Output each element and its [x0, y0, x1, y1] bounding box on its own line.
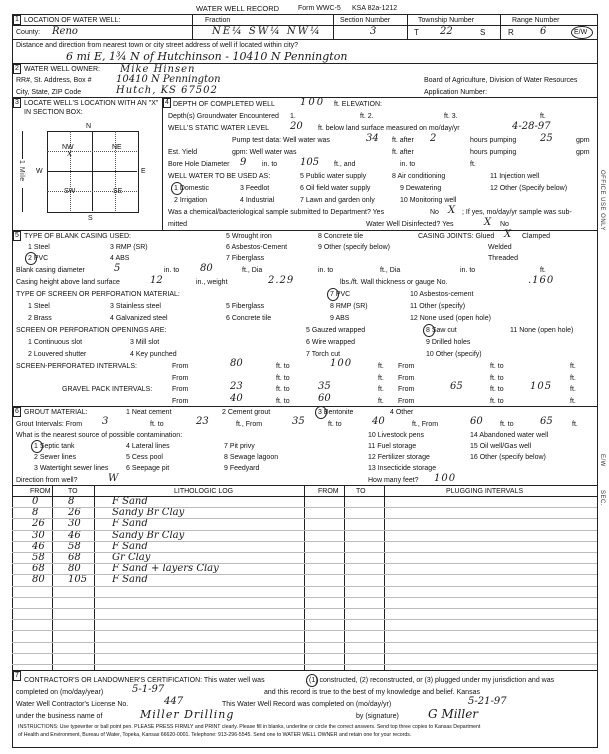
- log-row-from[interactable]: 46: [32, 540, 45, 552]
- open-3: 3 Mill slot: [130, 339, 160, 346]
- form-frame: [12, 14, 598, 748]
- application-label: Application Number:: [424, 89, 488, 96]
- range-label: Range Number: [512, 17, 560, 24]
- yield-hours-label: hours pumping: [470, 149, 517, 156]
- section-5-number: 5: [15, 232, 19, 239]
- fraction-label: Fraction: [205, 17, 231, 24]
- chem-no: No: [430, 209, 439, 216]
- section-label: Section Number: [340, 17, 391, 24]
- grout-intervals-label: Grout Intervals: From: [16, 421, 83, 428]
- contam-16: 16 Other (specify below): [470, 454, 546, 461]
- gw-ft: ft.: [540, 113, 546, 120]
- section-6-number: 6: [15, 408, 19, 415]
- pump-water-value[interactable]: 34: [366, 133, 379, 144]
- log-rule: [12, 552, 597, 553]
- bore-ft-and: ft., and: [334, 161, 356, 168]
- bore-in-to: in. to: [262, 161, 278, 168]
- plug-header: PLUGGING INTERVALS: [446, 488, 524, 495]
- casing-9: 9 Other (specify below): [318, 244, 390, 251]
- section-7-number: 7: [15, 672, 19, 679]
- quad-sw: SW: [64, 188, 76, 195]
- pump-gpm-unit: gpm: [576, 137, 590, 144]
- log-row-from[interactable]: 26: [32, 518, 45, 530]
- sec-side-label: SEC.: [599, 490, 605, 507]
- si-to-1-value[interactable]: 100: [330, 358, 353, 369]
- direction-label: Direction from well?: [16, 477, 78, 484]
- chem-question: Was a chemical/bacteriological sample submitted to Department? Yes: [168, 209, 385, 216]
- height-in-weight: in., weight: [196, 279, 228, 286]
- casing-joints: CASING JOINTS: Glued: [418, 233, 495, 240]
- si-to-2b: ft. to: [490, 375, 504, 382]
- log-row-to[interactable]: 68: [68, 552, 81, 563]
- screen-2: 2 Brass: [28, 315, 52, 322]
- rr-label: RR#, St. Address, Box #: [16, 77, 92, 84]
- bore-label: Bore Hole Diameter: [168, 161, 230, 168]
- completed-date[interactable]: 5-1-97: [132, 684, 165, 695]
- screen-12: 12 None used (open hole): [410, 315, 491, 322]
- log-row-to[interactable]: 105: [68, 574, 88, 586]
- diam-in-to3: in. to: [460, 267, 476, 274]
- log-to2-header: TO: [356, 488, 366, 495]
- business-name[interactable]: Miller Drilling: [140, 708, 235, 721]
- gp-from-2b: From: [398, 398, 415, 405]
- open-9: 9 Drilled holes: [426, 339, 471, 346]
- open-6: 6 Wire wrapped: [306, 339, 356, 346]
- grout-1: 1 Neat cement: [126, 409, 172, 416]
- mile-label: 1 Mile: [18, 160, 25, 182]
- gp-from-1b: From: [398, 386, 415, 393]
- casing-4: 4 ABS: [110, 255, 130, 262]
- diam-ft-dia: ft., Dia: [242, 267, 263, 274]
- log-row-description[interactable]: F Sand: [112, 496, 148, 507]
- use-8: 8 Air conditioning: [392, 173, 446, 180]
- si-from-2: From: [172, 375, 189, 382]
- log-from-header: FROM: [30, 488, 51, 495]
- form-title: WATER WELL RECORD: [196, 4, 280, 13]
- open-10: 10 Other (specify): [426, 351, 482, 358]
- casing-pvc-circle: [25, 252, 37, 265]
- log-row-from[interactable]: 68: [32, 563, 45, 575]
- record-date[interactable]: 5-21-97: [468, 696, 507, 707]
- casing-6: 6 Asbestos-Cement: [226, 244, 288, 251]
- grout-label: GROUT MATERIAL:: [24, 409, 88, 416]
- diam-to-value[interactable]: 80: [200, 263, 213, 274]
- depth-label: DEPTH OF COMPLETED WELL: [173, 101, 275, 108]
- static-label: WELL'S STATIC WATER LEVEL: [168, 125, 270, 132]
- log-rule: [12, 586, 597, 587]
- si-ft-2b: ft.: [570, 375, 576, 382]
- bore-in-to2: in. to: [400, 161, 416, 168]
- contam-13: 13 Insecticide storage: [368, 465, 437, 472]
- gp-to-2b: ft. to: [490, 398, 504, 405]
- si-to-2: ft. to: [276, 375, 290, 382]
- section-3-number: 3: [15, 99, 19, 106]
- section-grid[interactable]: [47, 131, 139, 213]
- log-row-description[interactable]: Sandy Br Clay: [112, 507, 185, 519]
- casing-7: 7 Fiberglass: [226, 255, 265, 262]
- grout-3-bentonite[interactable]: 3 Bentonite: [318, 409, 354, 416]
- use-5: 5 Public water supply: [300, 173, 367, 180]
- owner-label: WATER WELL OWNER:: [24, 66, 100, 73]
- weight-unit: lbs./ft. Wall thickness or gauge No.: [340, 279, 448, 286]
- township-value[interactable]: 22: [440, 26, 453, 37]
- use-1-circle: [171, 182, 183, 195]
- form-ksa: KSA 82a-1212: [352, 5, 398, 12]
- gw-1: 1.: [290, 113, 296, 120]
- form-number: Form WWC-5: [298, 5, 341, 12]
- gw-2: ft. 2.: [360, 113, 374, 120]
- contam-7: 7 Pit privy: [224, 443, 255, 450]
- use-2: 2 Irrigation: [174, 197, 208, 204]
- compass-s: S: [88, 215, 93, 222]
- grout-to-3[interactable]: 65: [540, 416, 553, 427]
- log-row-from[interactable]: 8: [32, 507, 39, 519]
- height-label: Casing height above land surface: [16, 279, 120, 286]
- contam-2: 2 Sewer lines: [34, 454, 77, 461]
- contam-1-septic[interactable]: 1 Septic tank: [34, 443, 75, 450]
- height-value[interactable]: 12: [150, 275, 163, 286]
- log-rule: [12, 653, 597, 654]
- pump-hours-value[interactable]: 2: [430, 133, 437, 144]
- cert-line4a: under the business name of: [16, 713, 103, 720]
- openings-label: SCREEN OR PERFORATION OPENINGS ARE:: [16, 327, 167, 334]
- use-11: 11 Injection well: [490, 173, 540, 180]
- log-rule: [12, 608, 597, 609]
- log-row-from[interactable]: 58: [32, 552, 45, 563]
- township-t: T: [414, 28, 419, 37]
- si-from-2b: From: [398, 375, 415, 382]
- signature[interactable]: G Miller: [428, 707, 479, 721]
- diam-in-to: in. to: [164, 267, 180, 274]
- yield-gpm-unit: gpm: [576, 149, 590, 156]
- fraction-value[interactable]: NE¼ SW¼ NW¼: [212, 26, 322, 37]
- grout-from-2[interactable]: 35: [292, 416, 305, 427]
- si-from-1b: From: [398, 363, 415, 370]
- log-rule: [12, 642, 597, 643]
- si-ft-1b: ft.: [570, 363, 576, 370]
- gp-from-1-value[interactable]: 23: [230, 381, 243, 392]
- gauge-value[interactable]: .160: [528, 275, 555, 286]
- bore-to-value[interactable]: 105: [300, 157, 320, 168]
- contam-3: 3 Watertight sewer lines: [34, 465, 109, 472]
- static-date[interactable]: 4-28-97: [512, 121, 551, 132]
- screen-5: 5 Fiberglass: [226, 303, 265, 310]
- owner-address[interactable]: 10410 N Pennington: [116, 74, 221, 85]
- casing-welded: Welded: [488, 244, 512, 251]
- open-8-circle: [423, 324, 435, 337]
- log-from2-header: FROM: [318, 488, 339, 495]
- gp-ft-2: ft.: [378, 398, 384, 405]
- si-ft-1: ft.: [378, 363, 384, 370]
- grout-from-1[interactable]: 3: [102, 416, 109, 427]
- log-row-from[interactable]: 0: [32, 496, 39, 507]
- screen-7-pvc[interactable]: 7 PVC: [330, 291, 351, 298]
- contam-15: 15 Oil well/Gas well: [470, 443, 532, 450]
- screen-pvc-circle: [327, 288, 339, 301]
- section-4-number: 4: [165, 99, 169, 106]
- contam-5: 5 Cess pool: [126, 454, 163, 461]
- grout-to-2[interactable]: 40: [372, 416, 385, 427]
- contam-1-circle: [31, 440, 43, 453]
- range-value[interactable]: 6: [540, 26, 547, 37]
- diam-value[interactable]: 5: [114, 263, 121, 274]
- section-1-number: 1: [15, 16, 19, 23]
- log-row-from[interactable]: 80: [32, 574, 45, 586]
- log-row-to[interactable]: 80: [68, 563, 81, 575]
- quad-se: SE: [113, 188, 123, 195]
- grout-from-3-label: ft., From: [412, 421, 439, 428]
- log-row-to[interactable]: 30: [68, 518, 81, 530]
- open-2: 2 Louvered shutter: [28, 351, 87, 358]
- contam-10: 10 Livestock pens: [368, 432, 425, 439]
- open-11: 11 None (open hole): [510, 327, 574, 334]
- si-ft-2: ft.: [378, 375, 384, 382]
- si-to-1b: ft. to: [490, 363, 504, 370]
- static-value[interactable]: 20: [290, 121, 303, 132]
- direction-value[interactable]: W: [108, 473, 119, 484]
- grout-4: 4 Other: [390, 409, 414, 416]
- cert-line1a: CONTRACTOR'S OR LANDOWNER'S CERTIFICATION: This water well was: [24, 677, 265, 684]
- well-location-mark: x: [67, 149, 73, 159]
- log-row-to[interactable]: 46: [68, 529, 81, 541]
- pump-label: Pump test data: Well water was: [232, 137, 330, 144]
- use-9: 9 Dewatering: [400, 185, 442, 192]
- screen-11: 11 Other (specify): [410, 303, 466, 310]
- gp-from-1: From: [172, 386, 189, 393]
- gp-from-2: From: [172, 398, 189, 405]
- instructions-2: of Health and Environment, Bureau of Water, Topeka, Kansas 66620-0001. Telephone: 913-296-5545. Send one to WATER WELL OWNER and retain one for your records.: [18, 732, 412, 738]
- contam-8: 8 Sewage lagoon: [224, 454, 279, 461]
- gw-3: ft. 3.: [444, 113, 458, 120]
- screen-label: TYPE OF SCREEN OR PERFORATION MATERIAL:: [16, 291, 180, 298]
- grout-to-3-label: ft. to: [500, 421, 514, 428]
- gp-to-2-value[interactable]: 60: [318, 393, 331, 404]
- open-1: 1 Continuous slot: [28, 339, 83, 346]
- log-rule: [12, 507, 597, 508]
- log-row-description[interactable]: F Sand: [112, 574, 148, 586]
- open-4: 4 Key punched: [130, 351, 177, 358]
- open-8-saw-cut[interactable]: 8 Saw cut: [426, 327, 457, 334]
- si-to-1: ft. to: [276, 363, 290, 370]
- si-from-1: From: [172, 363, 189, 370]
- groundwater-label: Depth(s) Groundwater Encountered: [168, 113, 279, 120]
- owner-name[interactable]: Mike Hinsen: [120, 64, 196, 75]
- use-6: 6 Oil field water supply: [300, 185, 371, 192]
- locate-label: LOCATE WELL'S LOCATION WITH AN "X" IN SECTION BOX:: [24, 100, 159, 116]
- screen-6: 6 Concrete tile: [226, 315, 272, 322]
- casing-threaded: Threaded: [488, 255, 518, 262]
- gp-to-1-value[interactable]: 35: [318, 381, 331, 392]
- use-10: 10 Monitoring well: [400, 197, 457, 204]
- contam-4: 4 Lateral lines: [126, 443, 170, 450]
- cert-line3b: This Water Well Record was completed on (mo/day/yr): [222, 701, 392, 708]
- log-row-to[interactable]: 8: [68, 496, 75, 507]
- screen-4: 4 Galvanized steel: [110, 315, 168, 322]
- gp-from-2-value[interactable]: 40: [230, 393, 243, 404]
- diam-in-to2: in. to: [318, 267, 334, 274]
- log-rule: [12, 619, 597, 620]
- gp-to-1b-value[interactable]: 105: [530, 381, 553, 392]
- gravel-label: GRAVEL PACK INTERVALS:: [62, 386, 153, 393]
- casing-1: 1 Steel: [28, 244, 50, 251]
- yield-ft-after: ft. after: [392, 149, 414, 156]
- contam-11: 11 Fuel storage: [368, 443, 417, 450]
- screen-1: 1 Steel: [28, 303, 50, 310]
- log-row-description[interactable]: Gr Clay: [112, 552, 151, 563]
- contam-12: 12 Fertilizer storage: [368, 454, 430, 461]
- contam-14: 14 Abandoned water well: [470, 432, 549, 439]
- gp-from-1b-value[interactable]: 65: [450, 381, 463, 392]
- log-rule: [12, 530, 597, 531]
- log-row-to[interactable]: 58: [68, 540, 81, 552]
- screen-10: 10 Asbestos-cement: [410, 291, 474, 298]
- cert-line2a: completed on (mo/day/year): [16, 689, 104, 696]
- county-label: County:: [16, 29, 41, 36]
- log-row-from[interactable]: 30: [32, 529, 45, 541]
- contam-9: 9 Feedyard: [224, 465, 260, 472]
- howmany-label: How many feet?: [368, 477, 419, 484]
- gp-to-1: ft. to: [276, 386, 290, 393]
- casing-8: 8 Concrete tile: [318, 233, 364, 240]
- screen-9: 9 ABS: [330, 315, 350, 322]
- grout-to-1[interactable]: 23: [196, 416, 209, 427]
- depth-ft: ft. ELEVATION:: [334, 101, 382, 108]
- cert-line2b: and this record is true to the best of my knowledge and belief. Kansas: [264, 689, 480, 696]
- yield-gpm: gpm: Well water was: [232, 149, 297, 156]
- disinfected-mark[interactable]: X: [484, 217, 492, 228]
- compass-e: E: [141, 168, 146, 175]
- log-row-description[interactable]: F Sand: [112, 540, 148, 552]
- township-label: Township Number: [418, 17, 475, 24]
- gp-to-2: ft. to: [276, 398, 290, 405]
- cert-line1b: (1) constructed, (2) reconstructed, or (3) plugged under my jurisdiction and was: [309, 677, 555, 684]
- casing-clamped: Clamped: [522, 233, 551, 240]
- quad-nw: NW: [62, 144, 74, 151]
- log-rule: [12, 664, 597, 665]
- log-row-description[interactable]: F Sand + layers Clay: [112, 563, 219, 575]
- instructions-1: INSTRUCTIONS: Use typewriter or ball point pen. PLEASE PRESS FIRMLY and PRINT clearly. Please fill in blanks, underline or circle the correct answers. Send top three copies to Kansas Department: [18, 724, 481, 730]
- log-to-header: TO: [68, 488, 78, 495]
- city-label: City, State, ZIP Code: [16, 89, 82, 96]
- pump-ft-after: ft. after: [392, 137, 414, 144]
- glued-mark[interactable]: X: [504, 229, 512, 240]
- log-row-description[interactable]: F Sand: [112, 518, 148, 530]
- use-4: 4 Industrial: [240, 197, 275, 204]
- section-value[interactable]: 3: [370, 26, 377, 37]
- casing-5: 5 Wrought iron: [226, 233, 272, 240]
- owner-city[interactable]: Hutch, KS 67502: [116, 85, 218, 96]
- contam-6: 6 Seepage pit: [126, 465, 170, 472]
- use-1-domestic[interactable]: 1 Domestic: [174, 185, 210, 192]
- gp-ft-1: ft.: [378, 386, 384, 393]
- use-label: WELL WATER TO BE USED AS:: [168, 173, 271, 180]
- ew-side-label: E/W: [599, 454, 605, 467]
- depth-value[interactable]: 100: [300, 97, 326, 108]
- grout-from-2-label: ft., From: [236, 421, 263, 428]
- gp-to-1b: ft. to: [490, 386, 504, 393]
- cert-line4b: by (signature): [356, 713, 399, 720]
- log-rule: [12, 518, 597, 519]
- open-7: 7 Torch cut: [306, 351, 341, 358]
- yield-label: Est. Yield: [168, 149, 198, 156]
- chem-mitted: mitted: [168, 221, 188, 228]
- weight-value[interactable]: 2.29: [268, 275, 295, 286]
- distance-value[interactable]: 6 mi E, 1¾ N of Hutchinson - 10410 N Pennington: [66, 50, 348, 63]
- grout-from-3[interactable]: 60: [470, 416, 483, 427]
- log-rule: [12, 541, 597, 542]
- gp-ft-1b: ft.: [570, 386, 576, 393]
- grout-3-circle: [315, 406, 327, 419]
- diam-label: Blank casing diameter: [16, 267, 85, 274]
- grout-ft-3: ft.: [572, 421, 578, 428]
- chem-no-mark[interactable]: X: [448, 205, 456, 216]
- distance-label: Distance and direction from nearest town or city street address of well if located within city?: [16, 42, 299, 49]
- range-r: R: [508, 28, 514, 37]
- county-value[interactable]: Reno: [52, 26, 78, 37]
- chem-tail: ; If yes, mo/day/yr sample was sub-: [462, 209, 572, 216]
- casing-3: 3 RMP (SR): [110, 244, 148, 251]
- quad-ne: NE: [112, 144, 122, 151]
- disinfected-no: No: [500, 221, 509, 228]
- log-rule: [12, 563, 597, 564]
- log-rule: [12, 630, 597, 631]
- use-7: 7 Lawn and garden only: [300, 197, 375, 204]
- open-5: 5 Gauzed wrapped: [306, 327, 366, 334]
- pump-hours-label: hours pumping: [470, 137, 517, 144]
- howmany-value[interactable]: 100: [434, 473, 457, 484]
- bore-value[interactable]: 9: [240, 157, 247, 168]
- log-row-to[interactable]: 26: [68, 507, 81, 519]
- screen-3: 3 Stainless steel: [110, 303, 161, 310]
- casing-label: TYPE OF BLANK CASING USED:: [24, 233, 131, 240]
- static-suffix: ft. below land surface measured on mo/day/yr: [318, 125, 460, 132]
- log-rule: [12, 597, 597, 598]
- pump-gpm-value[interactable]: 25: [540, 133, 553, 144]
- cert-line3a: Water Well Contractor's License No.: [16, 701, 129, 708]
- log-row-description[interactable]: Sandy Br Clay: [112, 529, 185, 541]
- lith-header: LITHOLOGIC LOG: [174, 488, 234, 495]
- use-3: 3 Feedlot: [240, 185, 270, 192]
- grout-to-1-label: ft. to: [150, 421, 164, 428]
- si-from-1-value[interactable]: 80: [230, 358, 243, 369]
- intervals-label: SCREEN-PERFORATED INTERVALS:: [16, 363, 137, 370]
- contam-label: What is the nearest source of possible contamination:: [16, 432, 183, 439]
- bore-ft: ft.: [470, 161, 476, 168]
- diam-ft-dia2: ft., Dia: [380, 267, 401, 274]
- location-label: LOCATION OF WATER WELL:: [24, 17, 121, 24]
- section-2-number: 2: [15, 65, 19, 72]
- grout-2: 2 Cement grout: [222, 409, 271, 416]
- township-s: S: [480, 28, 486, 37]
- gp-ft-2b: ft.: [570, 398, 576, 405]
- office-use-label: OFFICE USE ONLY: [599, 170, 605, 232]
- board-label: Board of Agriculture, Division of Water Resources: [424, 77, 578, 84]
- use-12: 12 Other (Specify below): [490, 185, 568, 192]
- grout-to-2-label: ft. to: [328, 421, 342, 428]
- disinfected-label: Water Well Disinfected? Yes: [366, 221, 454, 228]
- license-number[interactable]: 447: [164, 696, 184, 707]
- compass-n: N: [86, 123, 92, 130]
- range-ew: E/W: [574, 29, 588, 36]
- diam-ft: ft.: [540, 267, 546, 274]
- screen-8: 8 RMP (SR): [330, 303, 368, 310]
- casing-2-pvc[interactable]: 2 PVC: [28, 255, 49, 262]
- log-rule: [12, 574, 597, 575]
- compass-w: W: [36, 168, 43, 175]
